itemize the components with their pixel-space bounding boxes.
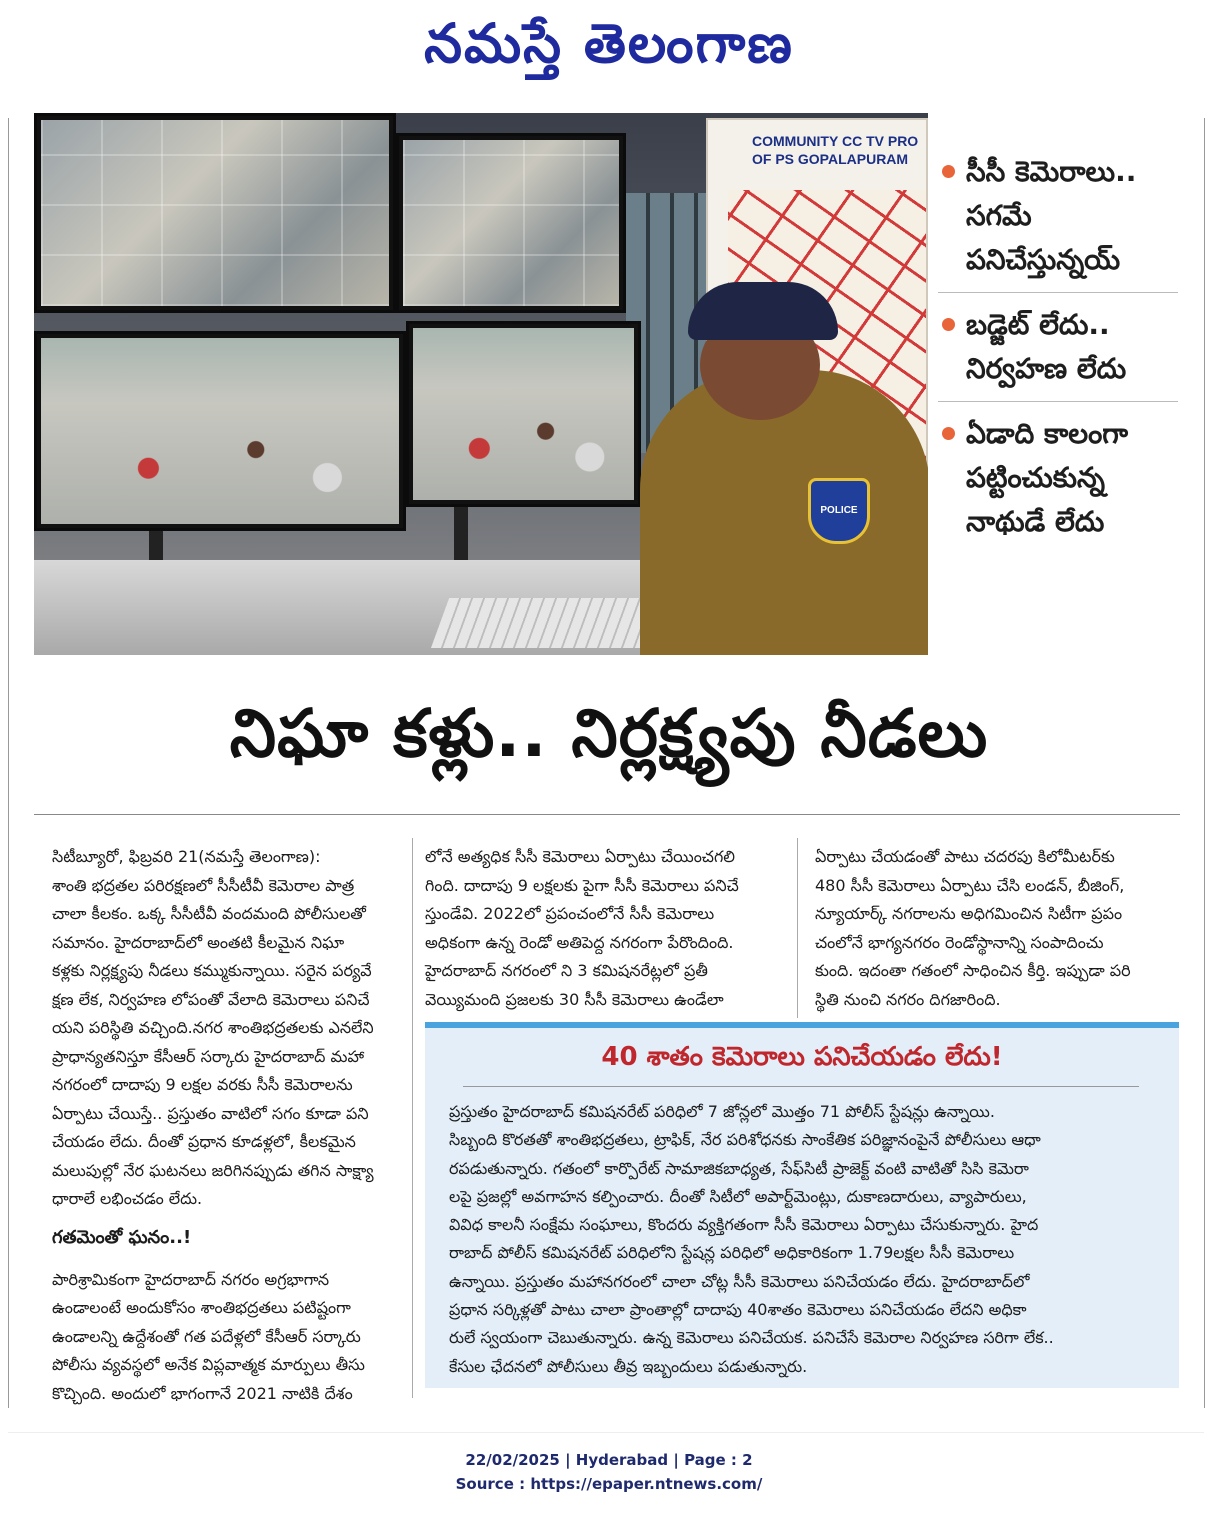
text-line: ఏర్పాటు చేయడంతో పాటు చదరపు కిలోమీటర్‌కు xyxy=(815,847,1115,866)
column-rule xyxy=(412,838,413,1398)
footer-date-line: 22/02/2025 | Hyderabad | Page : 2 xyxy=(465,1451,753,1469)
poster-title-line1: COMMUNITY CC TV PRO xyxy=(752,133,919,149)
text-line: ప్రధాన సర్కిళ్లతో పాటు చాలా ప్రాంతాల్లో దాదాపు 40శాతం కెమెరాలు పనిచేయడం లేదని అధికా xyxy=(449,1300,1027,1320)
text-line: సిబ్బంది కొరతతో శాంతిభద్రతలు, ట్రాఫిక్, నేర పరిశోధనకు సాంకేతిక పరిజ్ఞానంపైనే పోలీసులు ఆధా xyxy=(449,1130,1041,1150)
text-line: లోనే అత్యధిక సీసీ కెమెరాలు ఏర్పాటు చేయించగలి xyxy=(425,847,736,866)
footer-rule xyxy=(8,1432,1204,1433)
headline: నిఘా కళ్లు.. నిర్లక్ష్యపు నీడలు xyxy=(229,695,989,772)
article-column-1 xyxy=(52,843,397,1408)
highlight-line: సగమే xyxy=(966,199,1032,232)
text-line: ఏర్పాటు చేయిస్తే.. ప్రస్తుతం వాటిలో సగం కూడా పని xyxy=(52,1103,369,1123)
text-line: 480 సీసీ కెమెరాలు ఏర్పాటు చేసి లండన్, బీజింగ్, xyxy=(815,875,1125,895)
page-footer xyxy=(0,1448,1218,1496)
text-line: కొచ్చింది. అందులో భాగంగానే 2021 నాటికి దేశం xyxy=(52,1383,353,1403)
text-line: గింది. దాదాపు 9 లక్షలకు పైగా సీసీ కెమెరాలు పనిచే xyxy=(425,875,739,895)
highlight-line: పనిచేస్తున్నయ్ xyxy=(966,243,1121,276)
text-line: క్షణ లేక, నిర్వహణ లోపంతో వేలాది కెమెరాలు పనిచే xyxy=(52,989,370,1009)
highlight-item xyxy=(938,412,1178,554)
page-rule-left xyxy=(8,118,9,1408)
article-column-2 xyxy=(425,843,785,1014)
article-photo xyxy=(34,113,928,655)
text-line: రాబాద్ పోలీస్ కమిషనరేట్ పరిధిలోని స్టేషన్ల పరిధిలో అధికారికంగా 1.79లక్షల సీసీ కెమెరాలు xyxy=(449,1243,1015,1263)
highlight-line: బడ్జెట్ లేదు.. xyxy=(966,308,1110,341)
footer-source-link[interactable]: Source : https://epaper.ntnews.com/ xyxy=(455,1475,763,1493)
text-line: వివిధ కాలనీ సంక్షేమ సంఘాలు, కొందరు వ్యక్తిగతంగా సీసీ కెమెరాలు ఏర్పాటు చేసుకున్నారు. హైద xyxy=(449,1215,1039,1235)
text-line: న్యూయార్క్ నగరాలను అధిగమించిన సిటీగా ప్రపం xyxy=(815,904,1123,923)
monitor-top-right xyxy=(396,133,626,313)
monitor-top-left xyxy=(34,113,396,313)
text-line: లపై ప్రజల్లో అవగాహన కల్పించారు. దీంతో సిటీలో అపార్ట్‌మెంట్లు, దుకాణదారులు, వ్యాపారులు, xyxy=(449,1186,1027,1206)
sidebar-box-article xyxy=(425,1022,1179,1388)
text-line: చేయడం లేదు. దీంతో ప్రధాన కూడళ్లలో, కీలకమైన xyxy=(52,1132,356,1151)
masthead-logo: నమస్తే తెలంగాణ xyxy=(424,11,794,75)
article-column-3 xyxy=(815,843,1180,1014)
text-line: రపడుతున్నారు. గతంలో కార్పొరేట్ సామాజికబాధ్యత, సేఫ్‌సిటీ ప్రాజెక్ట్ వంటి వాటితో సిసి కెమెరా xyxy=(449,1158,1029,1178)
subheading: గతమెంతో ఘనం..! xyxy=(52,1226,192,1248)
highlight-item xyxy=(938,150,1178,293)
highlight-line: నిర్వహణ లేదు xyxy=(966,352,1127,385)
text-line: సమానం. హైదరాబాద్‌లో అంతటి కీలమైన నిఘా xyxy=(52,932,345,952)
text-line: నగరంలో దాదాపు 9 లక్షల వరకు సీసీ కెమెరాలను xyxy=(52,1075,353,1094)
page-rule-right xyxy=(1204,118,1205,1408)
highlight-line: పట్టించుకున్న xyxy=(966,461,1105,494)
text-line: చాలా కీలకం. ఒక్క సీసీటీవీ వందమంది పోలీసులతో xyxy=(52,904,366,923)
poster-title-line2: OF PS GOPALAPURAM xyxy=(752,151,909,167)
text-line: అధికంగా ఉన్న రెండో అతిపెద్ద నగరంగా పేరొందింది. xyxy=(425,932,734,952)
box-body xyxy=(449,1098,1159,1381)
text-line: స్తుండేవి. 2022లో ప్రపంచంలోనే సీసీ కెమెరాలు xyxy=(425,904,715,923)
highlight-line: నాథుడే లేదు xyxy=(966,505,1105,538)
text-line: కేసుల ఛేదనలో పోలీసులు తీవ్ర ఇబ్బందులు పడుతున్నారు. xyxy=(449,1356,808,1376)
officer-cap xyxy=(688,282,838,340)
text-line: సిటీబ్యూరో, ఫిబ్రవరి 21(నమస్తే తెలంగాణ): xyxy=(52,847,321,866)
bullet-icon xyxy=(942,427,955,440)
highlight-line: ఏడాది కాలంగా xyxy=(966,417,1129,450)
text-line: రులే స్వయంగా చెబుతున్నారు. ఉన్న కెమెరాలు పనిచేయక. పనిచేసే కెమెరాల నిర్వహణ సరిగా లేక.. xyxy=(449,1328,1054,1348)
monitor-bottom-left xyxy=(34,331,406,531)
text-line: పోలీసు వ్యవస్థలో అనేక విప్లవాత్మక మార్పులు తీసు xyxy=(52,1355,365,1374)
text-line: ఉండాలన్ని ఉద్దేశంతో గత పదేళ్లలో కేసీఆర్ సర్కారు xyxy=(52,1326,361,1346)
highlights-list xyxy=(938,150,1178,564)
text-line: ప్రాధాన్యతనిస్తూ కేసీఆర్ సర్కారు హైదరాబాద్ మహా xyxy=(52,1046,365,1066)
monitor-bottom-right xyxy=(406,321,641,507)
text-line: చంలోనే భాగ్యనగరం రెండోస్థానాన్ని సంపాదించు xyxy=(815,932,1104,952)
highlight-item xyxy=(938,303,1178,402)
text-line: ఉండాలంటే అందుకోసం శాంతిభద్రతలు పటిష్టంగా xyxy=(52,1298,351,1317)
box-title: 40 శాతం కెమెరాలు పనిచేయడం లేదు! xyxy=(601,1042,1003,1072)
text-line: కళ్లకు నిర్లక్ష్యపు నీడలు కమ్ముకున్నాయి. సరైన పర్యవే xyxy=(52,961,372,980)
headline-rule xyxy=(34,814,1180,815)
poster-title xyxy=(752,132,928,168)
text-line: మలుపుల్లో నేర ఘటనలు జరిగినప్పుడు తగిన సాక్ష్యా xyxy=(52,1160,374,1180)
column-rule xyxy=(797,838,798,1018)
text-line: ధారాలే లభించడం లేదు. xyxy=(52,1189,203,1208)
box-title-rule xyxy=(463,1086,1139,1087)
bullet-icon xyxy=(942,318,955,331)
text-line: శాంతి భద్రతల పరిరక్షణలో సీసీటీవీ కెమెరాల పాత్ర xyxy=(52,875,355,895)
text-line: పారిశ్రామికంగా హైదరాబాద్ నగరం అగ్రభాగాన xyxy=(52,1269,330,1289)
police-badge: POLICE xyxy=(808,478,870,544)
text-line: వెయ్యిమంది ప్రజలకు 30 సీసీ కెమెరాలు ఉండేలా xyxy=(425,989,724,1009)
text-line: యని పరిస్థితి వచ్చింది.నగర శాంతిభద్రతలకు ఎనలేని xyxy=(52,1018,374,1037)
text-line: ఉన్నాయి. ప్రస్తుతం మహానగరంలో చాలా చోట్ల సీసీ కెమెరాలు పనిచేయడం లేదు. హైదరాబాద్‌లో xyxy=(449,1271,1030,1291)
text-line: కుంది. ఇదంతా గతంలో సాధించిన కీర్తి. ఇప్పుడా పరి xyxy=(815,961,1131,980)
text-line: ప్రస్తుతం హైదరాబాద్ కమిషనరేట్ పరిధిలో 7 జోన్లలో మొత్తం 71 పోలీస్ స్టేషన్లు ఉన్నాయి. xyxy=(449,1102,995,1121)
highlight-line: సీసీ కెమెరాలు.. xyxy=(966,155,1137,188)
text-line: హైదరాబాద్ నగరంలో ని 3 కమిషనరేట్లలో ప్రతీ xyxy=(425,961,708,980)
bullet-icon xyxy=(942,165,955,178)
text-line: స్థితి నుంచి నగరం దిగజారింది. xyxy=(815,989,1001,1009)
